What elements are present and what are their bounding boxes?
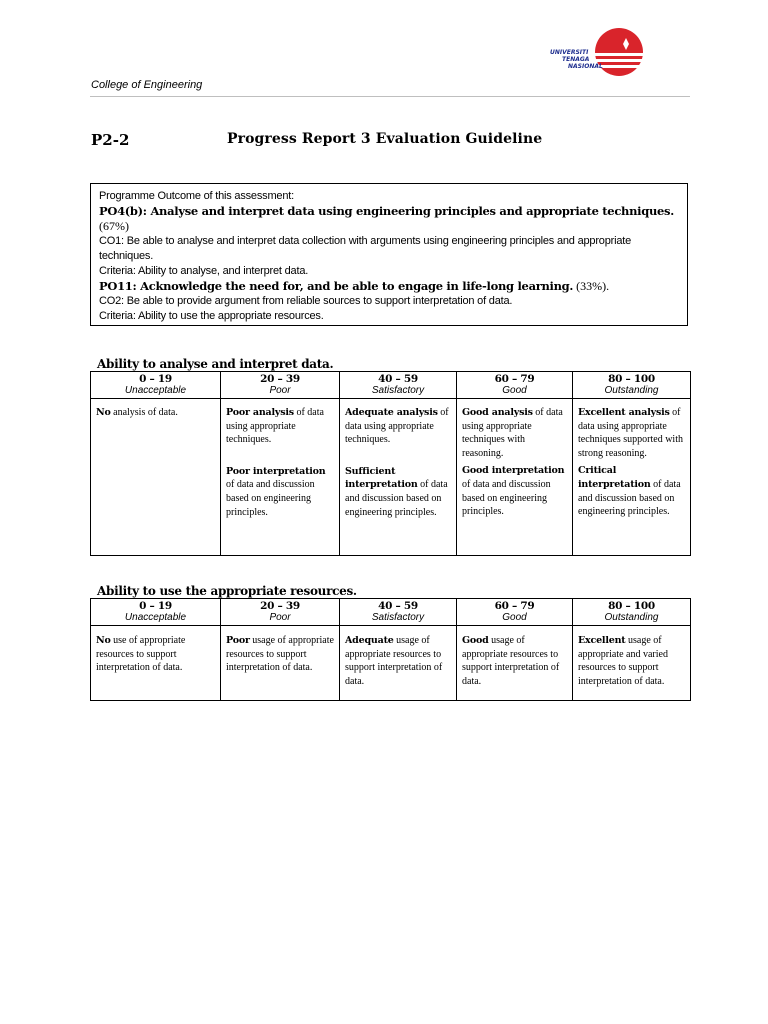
programme-outcome-box: [90, 183, 688, 326]
rubric-cell: [91, 626, 221, 701]
criterion-text: of data and discussion based on engineering principles.: [578, 478, 681, 518]
po11-line: [99, 279, 679, 294]
score-range: 40 – 59: [378, 373, 418, 385]
po4-statement: PO4(b): Analyse and interpret data using engineering principles and appropriate techniques.: [99, 204, 674, 218]
rubric-cell: [457, 399, 573, 556]
criterion-keyword: Adequate: [345, 635, 394, 646]
criterion-text: of data and discussion based on engineering principles.: [462, 478, 551, 518]
criterion-keyword: Good interpretation: [462, 465, 565, 477]
score-range: 60 – 79: [494, 600, 535, 612]
level-label: Satisfactory: [371, 385, 425, 396]
criteria2-text: Criteria: Ability to use the appropriate resources.: [99, 310, 324, 322]
criterion-keyword: Poor: [226, 635, 250, 646]
criterion-keyword: No: [96, 407, 111, 418]
document-code: P2-2: [91, 131, 130, 149]
criterion-keyword: Good analysis: [462, 407, 533, 418]
criteria1-text: Criteria: Ability to analyse, and interpret data.: [99, 265, 309, 277]
level-header: [457, 372, 573, 399]
score-range: 80 – 100: [608, 373, 655, 385]
criterion-text: usage of appropriate and varied resources to support interpretation of data.: [578, 635, 668, 687]
score-range: 0 – 19: [139, 373, 172, 385]
criterion-keyword: Adequate analysis: [345, 407, 438, 418]
rubric-cell: [340, 626, 457, 701]
criterion-text: usage of appropriate resources to support interpretation of data.: [226, 635, 334, 674]
score-range: 0 – 19: [139, 600, 172, 612]
level-label: Poor: [269, 612, 291, 623]
level-label: Outstanding: [604, 385, 659, 396]
score-range: 60 – 79: [494, 373, 535, 385]
criterion-text: of data and discussion based on engineering principles.: [226, 479, 315, 518]
rubric-cell: [221, 626, 340, 701]
table-header-row: [91, 372, 691, 399]
criterion-keyword: Excellent: [578, 635, 626, 646]
college-name: College of Engineering: [91, 79, 203, 91]
logo-text-3: NASIONAL: [568, 63, 603, 70]
document-title: Progress Report 3 Evaluation Guideline: [227, 131, 543, 147]
rubric-cell: [573, 626, 691, 701]
criterion-keyword: Good: [462, 635, 489, 646]
level-header: [573, 599, 691, 626]
header-divider: [90, 96, 690, 97]
rubric-cell: [221, 399, 340, 556]
po11-percentage: (33%).: [576, 279, 610, 293]
po4-line: [99, 204, 679, 234]
outcome-intro: Programme Outcome of this assessment:: [99, 190, 294, 202]
criterion-keyword: Excellent analysis: [578, 407, 670, 418]
criterion-keyword: Poor analysis: [226, 407, 294, 418]
score-range: 20 – 39: [260, 373, 300, 385]
rubric-table-analysis: [90, 371, 691, 556]
criterion-text: usage of appropriate resources to support interpretation of data.: [462, 635, 560, 687]
table1-heading: Ability to analyse and interpret data.: [97, 357, 334, 371]
criterion-text: of data and discussion based on engineering principles.: [345, 479, 448, 518]
logo-text-1: UNIVERSITI: [550, 49, 589, 56]
level-header: [221, 372, 340, 399]
table-row: [91, 399, 691, 556]
table-row: [91, 626, 691, 701]
criterion-keyword: Poor interpretation: [226, 465, 326, 477]
score-range: 40 – 59: [378, 600, 418, 612]
logo-text-2: TENAGA: [562, 56, 590, 63]
level-label: Poor: [269, 385, 291, 396]
rubric-cell: [457, 626, 573, 701]
criterion-text: usage of appropriate resources to support interpretation of data.: [345, 635, 443, 687]
level-header: [91, 599, 221, 626]
table2-heading: Ability to use the appropriate resources.: [97, 584, 357, 598]
level-label: Satisfactory: [371, 612, 425, 623]
rubric-cell: [573, 399, 691, 556]
rubric-cell: [340, 399, 457, 556]
level-header: [457, 599, 573, 626]
criterion-text: analysis of data.: [110, 407, 178, 418]
level-label: Good: [502, 385, 527, 396]
criterion-text: use of appropriate resources to support interpretation of data.: [96, 635, 186, 674]
criterion-text: of data using appropriate techniques.: [345, 407, 449, 446]
score-range: 20 – 39: [260, 600, 300, 612]
po11-statement: PO11: Acknowledge the need for, and be able to engage in life-long learning.: [99, 279, 574, 293]
criterion-text: of data using appropriate techniques with reasoning.: [462, 407, 563, 459]
level-header: [221, 599, 340, 626]
rubric-cell: [91, 399, 221, 556]
criterion-keyword: Sufficient interpretation: [345, 465, 418, 491]
level-label: Unacceptable: [124, 385, 187, 396]
level-header: [340, 599, 457, 626]
level-header: [340, 372, 457, 399]
level-label: Outstanding: [604, 612, 659, 623]
co1-text: CO1: Be able to analyse and interpret data collection with arguments using engineering principles and appropriate techniques.: [99, 235, 632, 262]
criterion-keyword: Critical interpretation: [578, 465, 651, 490]
level-label: Unacceptable: [124, 612, 187, 623]
level-label: Good: [502, 612, 527, 623]
table-header-row: [91, 599, 691, 626]
criterion-keyword: No: [96, 635, 111, 646]
level-header: [573, 372, 691, 399]
criterion-text: of data using appropriate techniques supported with strong reasoning.: [578, 407, 683, 459]
score-range: 80 – 100: [608, 600, 655, 612]
co2-text: CO2: Be able to provide argument from reliable sources to support interpretation of data.: [99, 295, 513, 307]
po4-percentage: (67%): [99, 219, 129, 233]
rubric-table-resources: [90, 598, 691, 701]
level-header: [91, 372, 221, 399]
university-logo: [548, 26, 646, 78]
criterion-text: of data using appropriate techniques.: [226, 407, 324, 446]
